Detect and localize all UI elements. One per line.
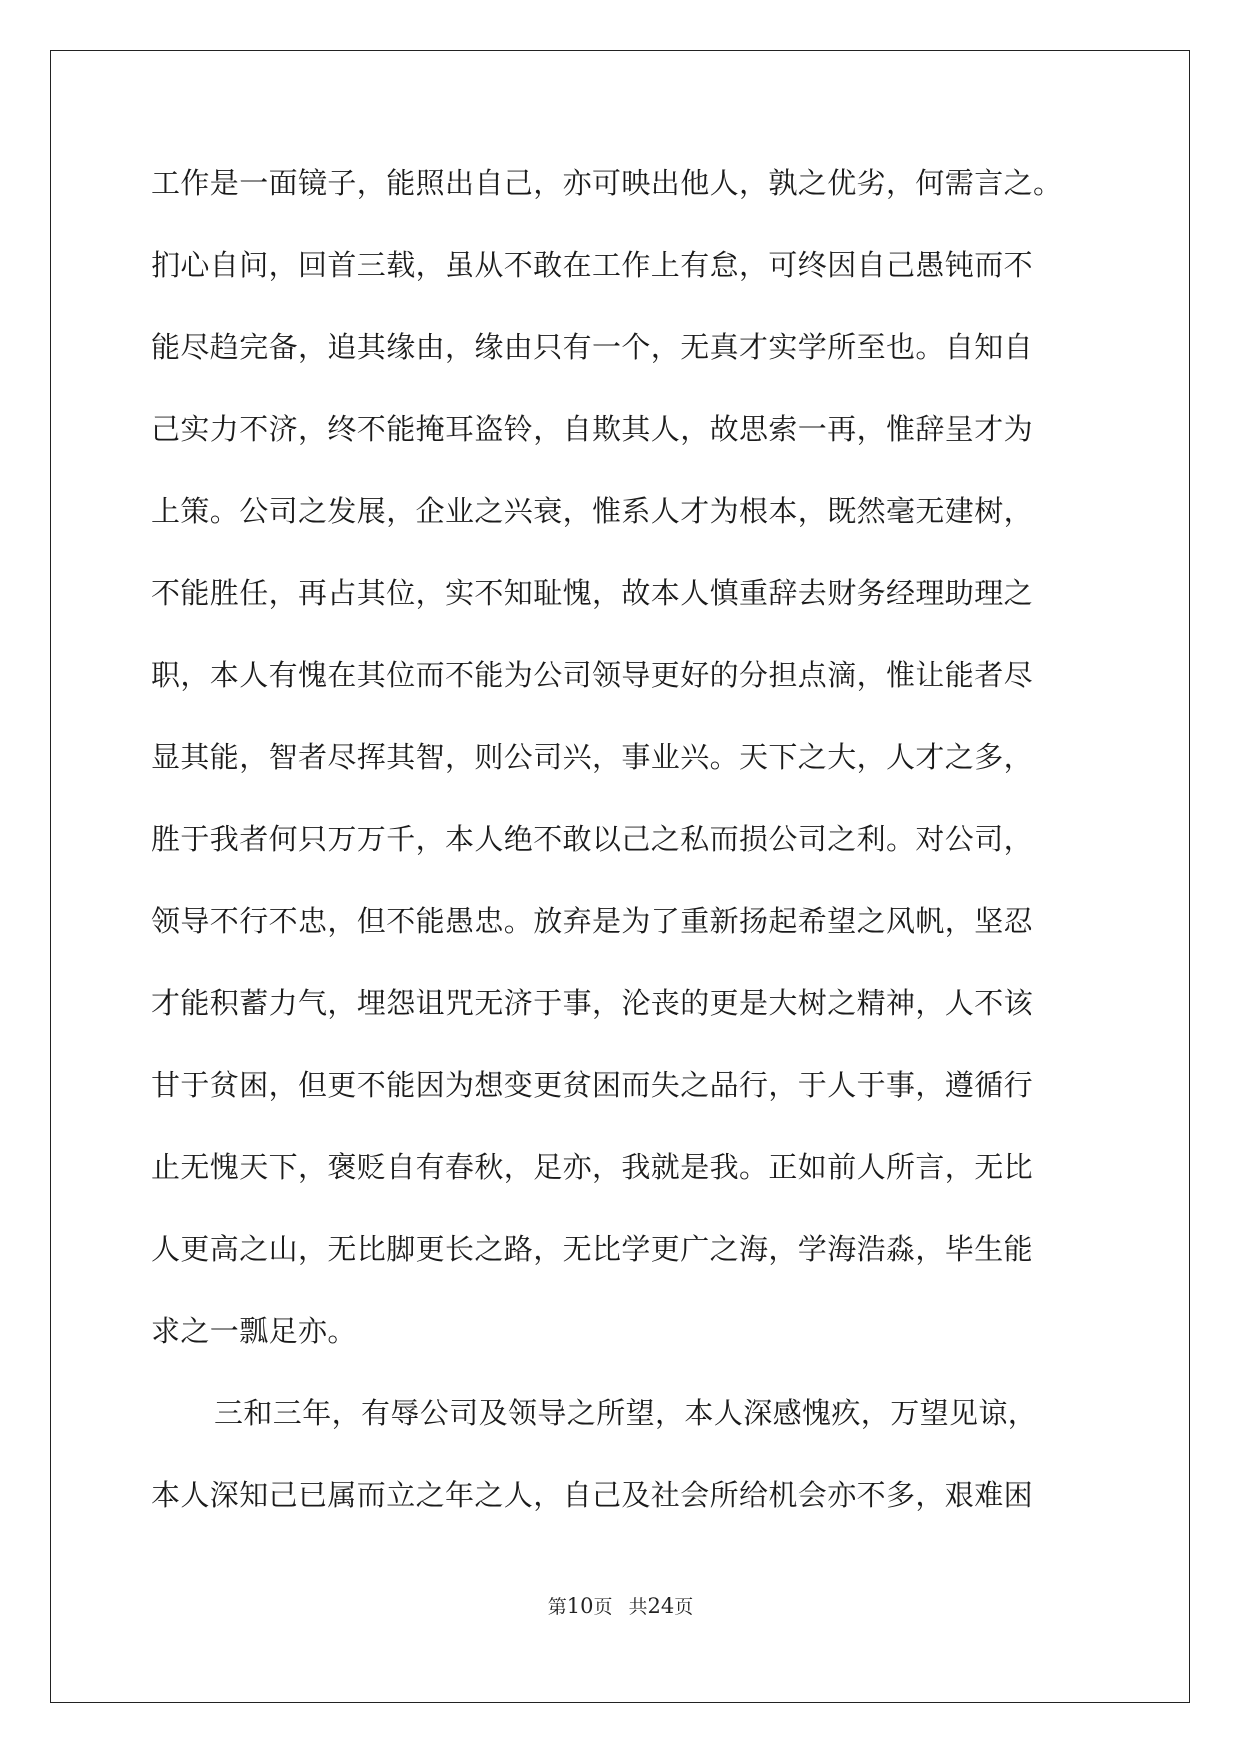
text-line: 止无愧天下，褒贬自有春秋，足亦，我就是我。正如前人所言，无比 [151, 1150, 1034, 1184]
text-line: 求之一瓢足亦。 [151, 1314, 357, 1348]
text-line: 本人深知己已属而立之年之人，自己及社会所给机会亦不多，艰难困 [151, 1478, 1034, 1512]
text-line: 领导不行不忠，但不能愚忠。放弃是为了重新扬起希望之风帆，坚忍 [151, 904, 1034, 938]
text-line: 显其能，智者尽挥其智，则公司兴，事业兴。天下之大，人才之多， [151, 740, 1034, 774]
page-prefix: 第 [547, 1596, 567, 1618]
text-line: 才能积蓄力气，埋怨诅咒无济于事，沦丧的更是大树之精神，人不该 [151, 986, 1034, 1020]
text-line: 工作是一面镜子，能照出自己，亦可映出他人，孰之优劣，何需言之。 [151, 166, 1063, 200]
page-suffix: 页 [593, 1596, 613, 1618]
text-line: 甘于贫困，但更不能因为想变更贫困而失之品行，于人于事，遵循行 [151, 1068, 1034, 1102]
text-line: 人更高之山，无比脚更长之路，无比学更广之海，学海浩淼，毕生能 [151, 1232, 1034, 1266]
total-page-number: 24 [647, 1594, 675, 1618]
document-body [151, 164, 1091, 1558]
text-line: 胜于我者何只万万千，本人绝不敢以己之私而损公司之利。对公司， [151, 822, 1034, 856]
text-line: 扪心自问，回首三载，虽从不敢在工作上有怠，可终因自己愚钝而不 [151, 248, 1034, 282]
paragraph-first-line: 三和三年，有辱公司及领导之所望，本人深感愧疚，万望见谅， [214, 1396, 1038, 1430]
total-suffix: 页 [674, 1596, 694, 1618]
text-line: 己实力不济，终不能掩耳盗铃，自欺其人，故思索一再，惟辞呈才为 [151, 412, 1034, 446]
text-line: 能尽趋完备，追其缘由，缘由只有一个，无真才实学所至也。自知自 [151, 330, 1034, 364]
page-footer [0, 1594, 1241, 1619]
text-line: 职，本人有愧在其位而不能为公司领导更好的分担点滴，惟让能者尽 [151, 658, 1034, 692]
total-prefix: 共 [628, 1596, 648, 1618]
current-page-number: 10 [566, 1594, 594, 1618]
text-line: 上策。公司之发展，企业之兴衰，惟系人才为根本，既然毫无建树， [151, 494, 1034, 528]
text-line: 不能胜任，再占其位，实不知耻愧，故本人慎重辞去财务经理助理之 [151, 576, 1034, 610]
